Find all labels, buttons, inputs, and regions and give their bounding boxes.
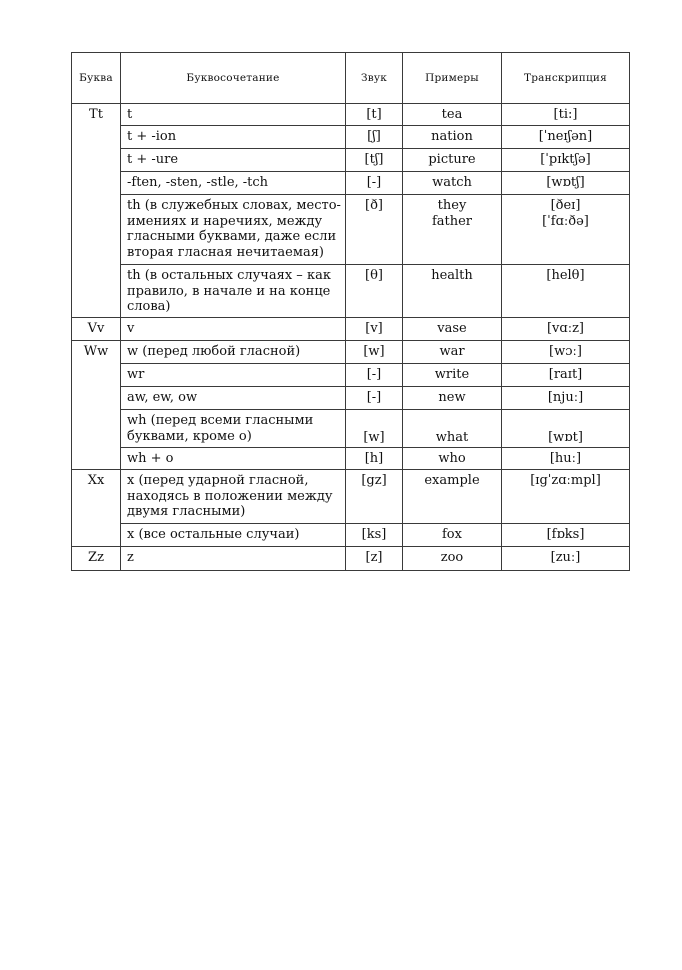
letter-label: Vv [87,321,105,336]
sound-text: [z] [365,550,383,565]
example-cell [403,547,502,571]
letter-cell [72,547,121,571]
sound-text: [w] [363,344,385,359]
letter-cell [72,318,121,341]
transcription-text: [raɪt] [548,367,583,382]
header-combination: Буквосочетание [121,53,346,104]
sound-text: [v] [365,321,383,336]
sound-text: [tʃ] [364,152,384,167]
combo-text: wh (перед всеми гласными буквами, кроме о) [127,413,314,444]
table-row [72,104,630,126]
transcription-cell [502,470,630,524]
transcription-text: [zuː] [550,550,581,565]
example-cell [403,524,502,547]
combo-cell [121,387,346,410]
example-cell [403,364,502,387]
combo-text: t [127,107,133,122]
header-transcription: Транскрипция [502,53,630,104]
example-cell [403,149,502,172]
example-cell [403,195,502,265]
phonics-table [71,52,630,571]
transcription-cell [502,524,630,547]
sound-text: [-] [366,367,382,382]
table-row [72,195,630,265]
letter-label: Tt [89,107,103,122]
example-text: picture [428,152,476,167]
sound-cell [346,126,403,149]
example-text: new [438,390,466,405]
example-text: who [438,451,466,466]
combo-cell [121,126,346,149]
sound-cell [346,547,403,571]
table-row [72,341,630,364]
example-cell [403,318,502,341]
sound-text: [ks] [361,527,387,542]
example-text: they father [431,198,473,229]
combo-cell [121,104,346,126]
example-cell [403,104,502,126]
combo-text: th (в служебных словах, место-имениях и наречиях, между гласными буквами, даже если вторая гласная нечитаемая) [127,198,341,260]
example-text: nation [431,129,473,144]
sound-text: [w] [363,429,385,445]
sound-text: [h] [364,451,384,466]
example-text: vase [437,321,467,336]
sound-text: [gz] [361,473,387,488]
combo-cell [121,524,346,547]
combo-text: th (в остальных случаях – как правило, в начале и на конце слова) [127,268,331,314]
table-row [72,149,630,172]
transcription-cell [502,448,630,470]
combo-text: t + -ure [127,152,179,167]
sound-cell [346,448,403,470]
example-text: example [424,473,480,488]
transcription-text: [ti:] [553,107,578,122]
letter-label: Ww [83,344,109,359]
letter-label: Xx [87,473,105,488]
sound-cell [346,364,403,387]
transcription-cell [502,364,630,387]
combo-cell [121,318,346,341]
transcription-text: [wɒtʃ] [546,175,585,190]
letter-cell [72,104,121,318]
transcription-text: [huː] [549,451,582,466]
transcription-cell [502,410,630,448]
table-row [72,364,630,387]
example-text: health [431,268,473,283]
sound-cell [346,410,403,448]
transcription-text: [wɔː] [549,344,582,359]
example-text: write [434,367,470,382]
sound-cell [346,104,403,126]
sound-text: [t] [366,107,382,122]
sound-cell [346,195,403,265]
transcription-text: [ˈneɪʃən] [538,129,593,144]
sound-cell [346,524,403,547]
letter-label: Zz [88,550,104,565]
transcription-cell [502,104,630,126]
example-text: tea [441,107,463,122]
transcription-cell [502,387,630,410]
combo-text: t + -ion [127,129,177,144]
sound-cell [346,172,403,195]
combo-text: x (все остальные случаи) [127,527,300,542]
letter-cell [72,341,121,470]
example-text: zoo [440,550,464,565]
header-sound: Звук [346,53,403,104]
transcription-cell [502,341,630,364]
combo-cell [121,547,346,571]
example-cell [403,470,502,524]
example-cell [403,172,502,195]
transcription-text: [ðeɪ] [ˈfɑːðə] [542,198,589,229]
table-row [72,318,630,341]
example-cell [403,341,502,364]
transcription-cell [502,547,630,571]
sound-cell [346,265,403,318]
sound-cell [346,341,403,364]
example-cell [403,387,502,410]
sound-text: [ʃ] [367,129,381,144]
table-row [72,547,630,571]
combo-cell [121,265,346,318]
example-text: fox [442,527,462,542]
transcription-cell [502,149,630,172]
combo-cell [121,149,346,172]
header-letter: Буква [72,53,121,104]
combo-text: -ften, -sten, -stle, -tch [127,175,269,190]
combo-text: w (перед любой гласной) [127,344,301,359]
sound-cell [346,387,403,410]
letter-cell [72,470,121,547]
table-row [72,126,630,149]
sound-text: [ð] [365,198,383,213]
combo-text: z [127,550,134,565]
combo-cell [121,364,346,387]
combo-text: wh + o [127,451,174,466]
combo-text: aw, ew, ow [127,390,198,405]
combo-cell [121,195,346,265]
table-row [72,265,630,318]
sound-cell [346,149,403,172]
combo-text: v [127,321,135,336]
sound-text: [-] [366,175,382,190]
sound-cell [346,470,403,524]
example-cell [403,126,502,149]
transcription-cell [502,265,630,318]
table-row [72,387,630,410]
example-cell [403,448,502,470]
sound-text: [θ] [365,268,383,283]
example-cell [403,265,502,318]
transcription-text: [vɑːz] [546,321,585,336]
example-cell [403,410,502,448]
table-row [72,172,630,195]
transcription-cell [502,126,630,149]
combo-text: x (перед ударной гласной, находясь в положении между двумя гласными) [127,473,333,519]
transcription-text: [njuː] [547,390,584,405]
combo-cell [121,410,346,448]
combo-cell [121,172,346,195]
transcription-text: [helθ] [546,268,585,283]
example-text: war [439,344,465,359]
table-row [72,524,630,547]
example-text: what [435,429,469,445]
table-header [72,53,630,104]
combo-text: wr [127,367,145,382]
table-row [72,470,630,524]
transcription-cell [502,195,630,265]
transcription-text: [ˈpɪktʃə] [540,152,591,167]
combo-cell [121,448,346,470]
transcription-text: [wɒt] [548,429,583,445]
sound-cell [346,318,403,341]
combo-cell [121,470,346,524]
transcription-text: [fɒks] [546,527,585,542]
sound-text: [-] [366,390,382,405]
table-row [72,448,630,470]
combo-cell [121,341,346,364]
header-row [72,53,630,104]
header-examples: Примеры [403,53,502,104]
transcription-text: [ɪgˈzɑːmpl] [530,473,601,488]
example-text: watch [432,175,472,190]
transcription-cell [502,172,630,195]
table-row [72,410,630,448]
transcription-cell [502,318,630,341]
